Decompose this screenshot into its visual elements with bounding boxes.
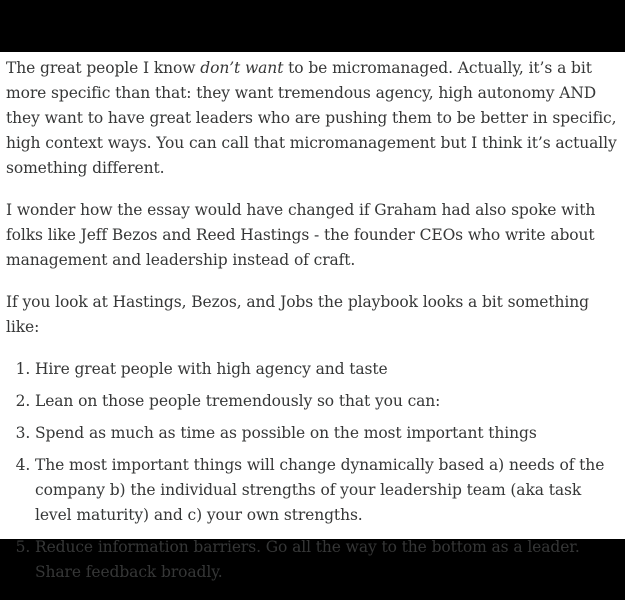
playbook-list [6,357,619,585]
paragraph-1-end: to be micromanaged. Actually, it’s a bit more specific than that: they want tremendous agency, high autonomy AND they want to have great leaders who are pushing them to be better in specific, high context ways. You can call that micromanagement but I think it’s actually something different. [6,59,617,177]
paragraph-graham-essay: I wonder how the essay would have changed if Graham had also spoke with folks like Jeff Bezos and Reed Hastings - the founder CEOs who write about management and leadership instead of craft. [6,201,596,269]
list-item: 4. The most important things will change dynamically based a) needs of the company b) the individual strengths of your leadership team (aka task level maturity) and c) your own strengths. [35,453,619,528]
paragraph-1-start: The great people I know [6,59,201,77]
paragraph-micromanagement [6,56,619,181]
paragraph-playbook-intro: If you look at Hastings, Bezos, and Jobs the playbook looks a bit something like: [6,293,589,336]
list-item: 3. Spend as much as time as possible on the most important things [35,421,619,446]
list-item: 1. Hire great people with high agency and taste [35,357,619,382]
article-body [0,52,625,581]
emphasis-dont-want: don’t want [200,59,284,77]
list-item: 5. Reduce information barriers. Go all the way to the bottom as a leader. Share feedback broadly. [35,535,619,585]
list-item: 2. Lean on those people tremendously so that you can: [35,389,619,414]
